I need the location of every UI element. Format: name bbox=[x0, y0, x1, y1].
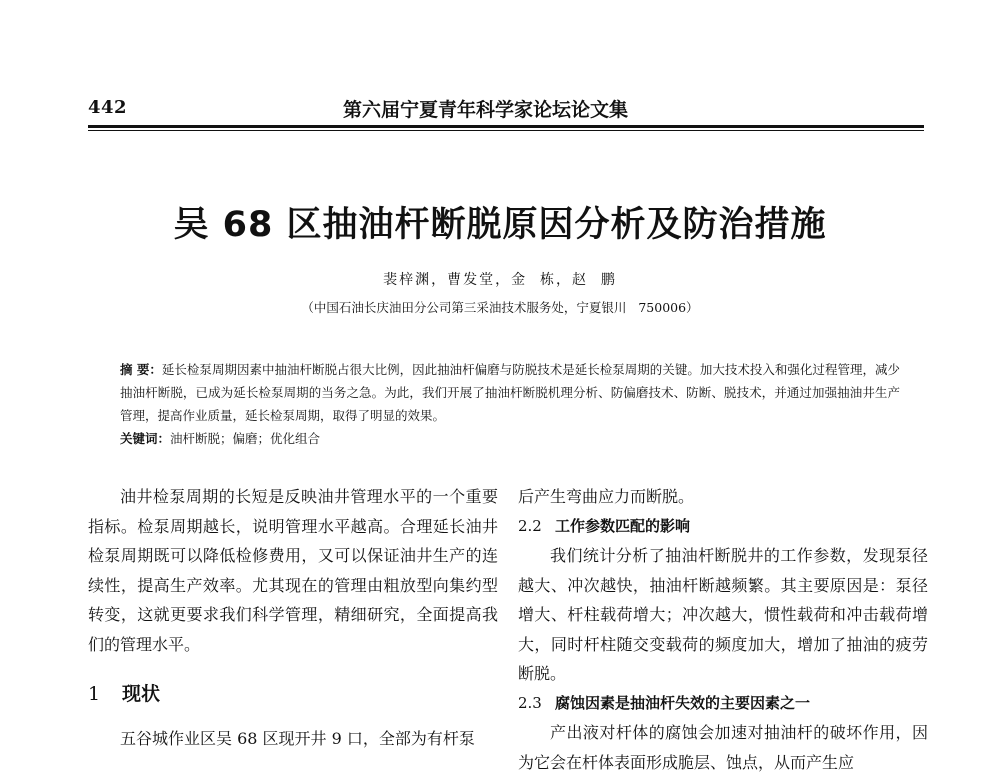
right-column bbox=[518, 482, 928, 777]
section-1-heading bbox=[88, 680, 498, 710]
paper-title: 吴 68 区抽油杆断脱原因分析及防治措施 bbox=[173, 205, 827, 245]
section-2-2-paragraph: 我们统计分析了抽油杆断脱井的工作参数，发现泵径越大、冲次越快，抽油杆断越频繁。其主要原因是：泵径增大、杆柱载荷增大；冲次越大，惯性载荷和冲击载荷增大，同时杆柱随交变载荷的频度加大，增加了抽油的疲劳断脱。 bbox=[518, 546, 928, 683]
section-1-number: 1 bbox=[88, 683, 101, 705]
running-title: 第六届宁夏青年科学家论坛论文集 bbox=[343, 99, 629, 121]
abstract-paragraph bbox=[120, 358, 900, 427]
affiliation: （中国石油长庆油田分公司第三采油技术服务处，宁夏银川 750006） bbox=[301, 300, 699, 315]
abstract-label: 摘 要： bbox=[120, 362, 162, 377]
abstract-block bbox=[120, 358, 900, 450]
abstract-text: 延长检泵周期因素中抽油杆断脱占很大比例，因此抽油杆偏磨与防脱技术是延长检泵周期的关键。加大技术投入和强化过程管理，减少抽油杆断脱，已成为延长检泵周期的当务之急。为此，我们开展了抽油杆断脱机理分析、防偏磨技术、防断、脱技术，并通过加强抽油井生产管理，提高作业质量，延长检泵周期，取得了明显的效果。 bbox=[120, 362, 900, 423]
section-2-3-heading bbox=[518, 689, 928, 719]
section-1-title: 现状 bbox=[122, 683, 161, 705]
left-column bbox=[88, 482, 498, 753]
continuation-paragraph: 后产生弯曲应力而断脱。 bbox=[518, 487, 695, 506]
section-2-3-title: 腐蚀因素是抽油杆失效的主要因素之一 bbox=[555, 693, 811, 712]
page-number: 442 bbox=[88, 97, 128, 118]
header-rule-thin bbox=[88, 130, 924, 131]
keywords-label: 关键词： bbox=[120, 431, 171, 446]
keywords-text: 油杆断脱；偏磨；优化组合 bbox=[170, 431, 321, 446]
section-2-3-number: 2.3 bbox=[518, 693, 542, 712]
section-2-2-title: 工作参数匹配的影响 bbox=[555, 516, 691, 535]
section-2-2-number: 2.2 bbox=[518, 516, 542, 535]
section-2-3-paragraph: 产出液对杆体的腐蚀会加速对抽油杆的破坏作用，因为它会在杆体表面形成脆层、蚀点，从而产生应 bbox=[518, 723, 928, 772]
authors: 裴梓渊，曹发堂，金 栋，赵 鹏 bbox=[383, 272, 617, 288]
intro-paragraph: 油井检泵周期的长短是反映油井管理水平的一个重要指标。检泵周期越长，说明管理水平越高。合理延长油井检泵周期既可以降低检修费用，又可以保证油井生产的连续性，提高生产效率。尤其现在的管理由粗放型向集约型转变，这就更要求我们科学管理，精细研究，全面提高我们的管理水平。 bbox=[88, 487, 498, 654]
section-2-2-heading bbox=[518, 512, 928, 542]
keywords-line bbox=[120, 427, 900, 450]
header-rule bbox=[88, 125, 924, 128]
section-1-paragraph: 五谷城作业区吴 68 区现开井 9 口，全部为有杆泵 bbox=[120, 728, 475, 748]
